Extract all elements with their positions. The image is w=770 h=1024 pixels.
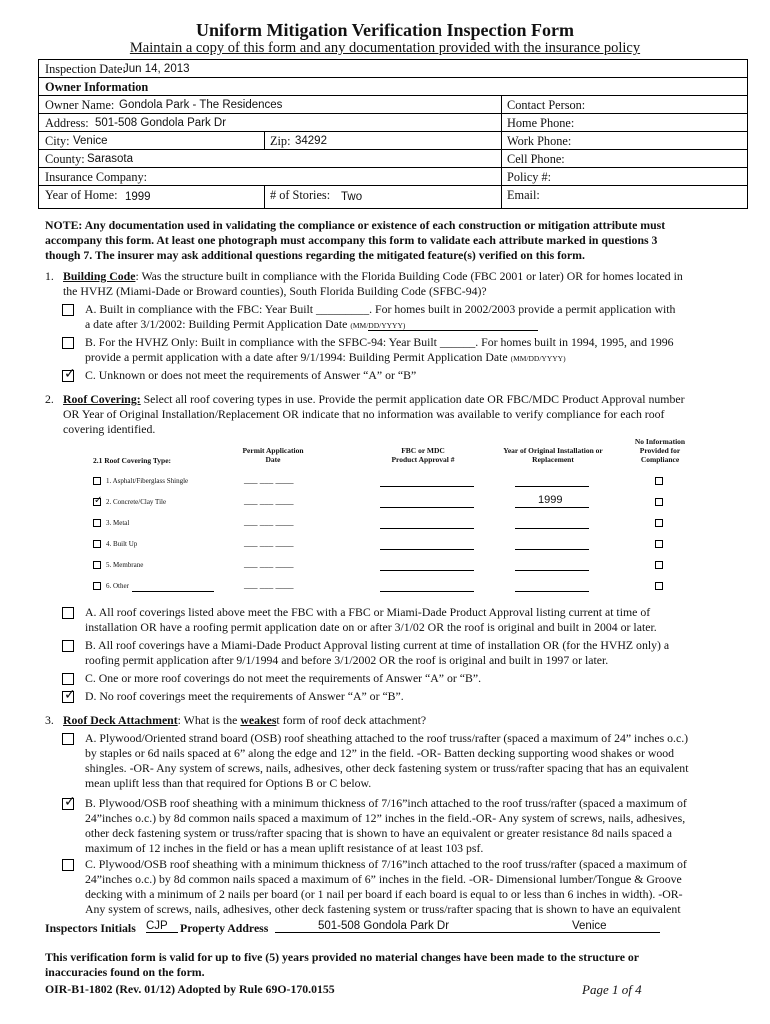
q3-number: 3. [45,713,54,727]
q1-c-checkbox[interactable] [62,366,76,382]
inspection-date-label: Inspection Date: [45,62,126,76]
county-label: County: [45,152,85,166]
q1-a-line-1: A. Built in compliance with the FBC: Year Built _________. For homes built in 2002/2003 provide a permit application with [85,302,676,316]
product-approval-field[interactable] [380,591,474,592]
q2-a-line-1: A. All roof coverings listed above meet the FBC with a FBC or Miami-Dade Product Approval listing current at time of [85,605,651,619]
initials-value[interactable]: CJP [146,920,168,932]
permit-date-field[interactable]: ___ ___ ____ [244,496,294,506]
col-permit-date-1: Permit Application [242,446,304,455]
q3-intro-weak: weakes [240,713,277,727]
contact-person-label: Contact Person: [507,98,586,112]
year-row [39,186,747,209]
q2-b-line-2: roofing permit application after 9/1/1994 and before 3/1/2002 OR the roof is original and built in 1997 or later. [85,653,609,667]
zip-value[interactable]: 34292 [295,135,327,147]
owner-name-label: Owner Name: [45,98,115,112]
col-no-info [625,437,695,464]
permit-date-field[interactable]: ___ ___ ____ [244,538,294,548]
col-year-installed-2: Replacement [532,455,574,464]
q2-text-line-1 [63,392,685,408]
roof-type-checkbox[interactable] [93,495,103,506]
note-line-1: NOTE: Any documentation used in validating the compliance or existence of each construction or mitigation attribute must [45,218,666,232]
no-info-checkbox[interactable] [655,561,663,569]
q1-a-checkbox[interactable] [62,304,74,316]
validity-line-2: inaccuracies found on the form. [45,965,205,979]
roof-type-checkbox[interactable] [93,561,101,569]
q3-intro [63,713,426,729]
q1-b-line-1: B. For the HVHZ Only: Built in compliance with the SFBC-94: Year Built ______. For homes built in 1994, 1995, and 1996 [85,335,674,349]
owner-info-heading: Owner Information [45,80,149,94]
q3-c-checkbox[interactable] [62,859,74,871]
col-fbc-1: FBC or MDC [401,446,445,455]
q1-c-text: C. Unknown or does not meet the requirements of Answer “A” or “B” [85,368,417,382]
owner-name-row [39,96,747,114]
county-value[interactable]: Sarasota [87,153,134,165]
check-icon: ✓ [64,687,76,703]
year-label: Year of Home: [45,188,118,202]
q1-b-line-2 [85,350,566,367]
insurance-label: Insurance Company: [45,170,148,184]
q1-a-permit-label: a date after 3/1/2002: Building Permit Application Date [85,317,348,331]
city-row [39,132,747,150]
roof-type-checkbox[interactable] [93,477,101,485]
col-permit-date-2: Date [265,455,281,464]
no-info-checkbox[interactable] [655,582,663,590]
stories-value[interactable]: Two [341,191,363,203]
q3-intro-post: t form of roof deck attachment? [276,713,427,727]
q3-b-line-2: 24”inches o.c.) by 8d common nails spaced a maximum of 12” inches in the field.-OR- Any system of screws, nails, adhesives, [85,811,686,825]
initials-line [146,932,178,933]
email-label: Email: [507,188,540,202]
roof-type-label: 3. Metal [106,519,130,527]
no-info-checkbox[interactable] [655,477,663,485]
zip-label: Zip: [270,134,291,148]
initials-label: Inspectors Initials [45,921,136,935]
q2-c-text: C. One or more roof coverings do not meet the requirements of Answer “A” or “B”. [85,671,482,685]
q3-intro-pre: : What is the [177,713,241,727]
q2-a-line-2: installation OR have a roofing permit application date on or after 3/1/02 OR the roof is original and built in 2004 or later. [85,620,657,634]
form-title: Uniform Mitigation Verification Inspection Form [196,20,574,40]
year-installed-field[interactable] [515,507,589,508]
year-installed-field[interactable] [515,486,589,487]
property-address-line [275,932,660,933]
insurance-row [39,168,747,186]
q1-b-permit-label: provide a permit application with a date after 9/1/1994: Building Permit Application Date [85,350,508,364]
q2-question: Select all roof covering types in use. Provide the permit application date OR FBC/MDC Product Approval number [140,392,685,406]
col-permit-date [228,446,318,464]
q3-b-line-1: B. Plywood/OSB roof sheathing with a minimum thickness of 7/16”inch attached to the roof truss/rafter (spaced a maximum of [85,796,687,810]
year-installed-field[interactable] [515,549,589,550]
roof-type-label: 5. Membrane [106,561,144,569]
q2-b-checkbox[interactable] [62,640,74,652]
q2-b-line-1: B. All roof coverings have a Miami-Dade Product Approval listing current at time of installation OR (for the HVHZ only) a [85,638,670,652]
q2-text-line-2: OR Year of Original Installation/Replacement OR indicate that no information was available to verify compliance for each roof [63,407,665,421]
product-approval-field[interactable] [380,507,474,508]
city-label: City: [45,134,70,148]
product-approval-field[interactable] [380,528,474,529]
col-no-info-3: Compliance [640,455,680,464]
owner-info-table [38,59,748,209]
permit-date-field[interactable]: ___ ___ ____ [244,475,294,485]
note-line-2: accompany this form. At least one photograph must accompany this form to validate each attribute marked in questions 3 [45,233,658,247]
check-icon: ✓ [94,495,103,506]
q1-a-line-2 [85,317,405,334]
q1-text-line-2: the HVHZ (Miami-Dade or Broward counties), South Florida Building Code (SFBC-94)? [63,284,487,298]
check-icon: ✓ [64,794,76,810]
owner-name-value[interactable]: Gondola Park - The Residences [119,99,283,111]
col-no-info-1: No Information [634,437,686,446]
q3-heading: Roof Deck Attachment [63,713,178,727]
q2-a-checkbox[interactable] [62,607,74,619]
q2-text-line-3: covering identified. [63,422,156,436]
inspection-date-value[interactable]: Jun 14, 2013 [123,63,190,75]
county-row [39,150,747,168]
q1-b-checkbox[interactable] [62,337,74,349]
q3-c-line-1: C. Plywood/OSB roof sheathing with a minimum thickness of 7/16”inch attached to the roof truss/rafter (spaced a maximum of [85,857,687,871]
page-number: Page 1 of 4 [582,982,642,997]
policy-label: Policy #: [507,170,552,184]
roof-type-checkbox[interactable] [93,540,101,548]
permit-date-field[interactable]: ___ ___ ____ [244,559,294,569]
q2-number: 2. [45,392,54,406]
no-info-checkbox[interactable] [655,540,663,548]
q1-b-date-format: (MM/DD/YYYY) [510,354,566,363]
q2-d-checkbox[interactable] [62,687,76,703]
city-value[interactable]: Venice [73,135,108,147]
roof-type-label: 2. Concrete/Clay Tile [106,498,167,506]
work-phone-label: Work Phone: [507,134,572,148]
cell-phone-label: Cell Phone: [507,152,565,166]
stories-label: # of Stories: [270,188,331,202]
owner-info-heading-row [39,78,747,96]
product-approval-field[interactable] [380,570,474,571]
q3-a-line-3: shingles. -OR- Any system of screws, nails, adhesives, other deck fastening system or truss/rafter spacing that has an equivalent [85,761,689,775]
roof-type-checkbox[interactable] [93,582,101,590]
q3-c-line-4: Any system of screws, nails, adhesives, other deck fastening system or truss/rafter spacing that is shown to have an equivalent [85,902,681,916]
home-phone-label: Home Phone: [507,116,575,130]
product-approval-field[interactable] [380,486,474,487]
address-label: Address: [45,116,89,130]
q3-a-line-4: mean uplift less than that required for Options B or C below. [85,776,372,790]
form-id: OIR-B1-1802 (Rev. 01/12) Adopted by Rule 69O-170.0155 [45,982,335,996]
inspection-date-row [39,60,747,78]
permit-date-field[interactable]: ___ ___ ____ [244,580,294,590]
q3-b-line-3: other deck fastening system or truss/rafter spacing that is shown to have an equivalent or greater resistance 8d nails spaced a [85,826,673,840]
roof-type-label: 4. Built Up [106,540,138,548]
q3-c-line-2: 24”inches o.c.) by 8d common nails spaced a maximum of 6” inches in the field. -OR- Dimensional lumber/Tongue & Groove [85,872,682,886]
no-info-checkbox[interactable] [655,519,663,527]
col-fbc [368,446,478,464]
q1-question: : Was the structure built in compliance with the Florida Building Code (FBC 2001 or later) OR for homes located in [135,269,683,283]
col-year-installed-1: Year of Original Installation or [503,446,603,455]
year-value[interactable]: 1999 [125,191,151,203]
col-year-installed [488,446,618,464]
q1-a-date-format: (MM/DD/YYYY) [350,321,406,330]
address-row [39,114,747,132]
check-icon: ✓ [64,366,76,382]
col-fbc-2: Product Approval # [391,455,455,464]
q2-heading: Roof Covering: [63,392,141,406]
q2-d-text: D. No roof coverings meet the requirements of Answer “A” or “B”. [85,689,404,703]
property-address-value[interactable]: 501-508 Gondola Park Dr [318,920,450,932]
q3-b-line-4: maximum of 12 inches in the field or has a mean uplift resistance of at least 103 psf. [85,841,484,855]
note-line-3: though 7. The insurer may ask additional questions regarding the mitigated feature(s) verified on this form. [45,248,585,262]
q1-heading: Building Code [63,269,136,283]
other-type-line[interactable] [132,591,214,592]
q1-text-line-1 [63,269,683,285]
year-installed-field[interactable] [515,528,589,529]
product-approval-field[interactable] [380,549,474,550]
no-info-checkbox[interactable] [655,498,663,506]
year-installed-value: 1999 [538,494,563,506]
property-city-value[interactable]: Venice [572,920,607,932]
permit-date-field[interactable]: ___ ___ ____ [244,517,294,527]
q1-number: 1. [45,269,54,283]
roof-type-label: 6. Other [106,582,129,590]
address-value[interactable]: 501-508 Gondola Park Dr [95,117,227,129]
col-roof-type: 2.1 Roof Covering Type: [93,456,172,465]
year-installed-field[interactable] [515,591,589,592]
q3-a-line-1: A. Plywood/Oriented strand board (OSB) roof sheathing attached to the roof truss/rafter (spaced a maximum of 24” inches o.c.) [85,731,689,745]
year-installed-field[interactable] [515,570,589,571]
q2-c-checkbox[interactable] [62,673,74,685]
q3-b-checkbox[interactable] [62,794,76,810]
q3-a-line-2: by staples or 6d nails spaced at 6” along the edge and 12” in the field. -OR- Batten decking supporting wood shakes or wood [85,746,675,760]
roof-type-label: 1. Asphalt/Fiberglass Shingle [106,477,189,485]
q3-c-line-3: decking with a minimum of 2 nails per board (or 1 nail per board if each board is equal to or less than 6 inches in width). -OR- [85,887,683,901]
form-subtitle: Maintain a copy of this form and any documentation provided with the insurance policy [129,40,641,56]
q1-a-date-line[interactable] [368,330,538,331]
col-no-info-2: Provided for [639,446,681,455]
validity-line-1: This verification form is valid for up to five (5) years provided no material changes have been made to the structure or [45,950,640,964]
q3-a-checkbox[interactable] [62,733,74,745]
roof-type-checkbox[interactable] [93,519,101,527]
property-address-label: Property Address [180,921,269,935]
